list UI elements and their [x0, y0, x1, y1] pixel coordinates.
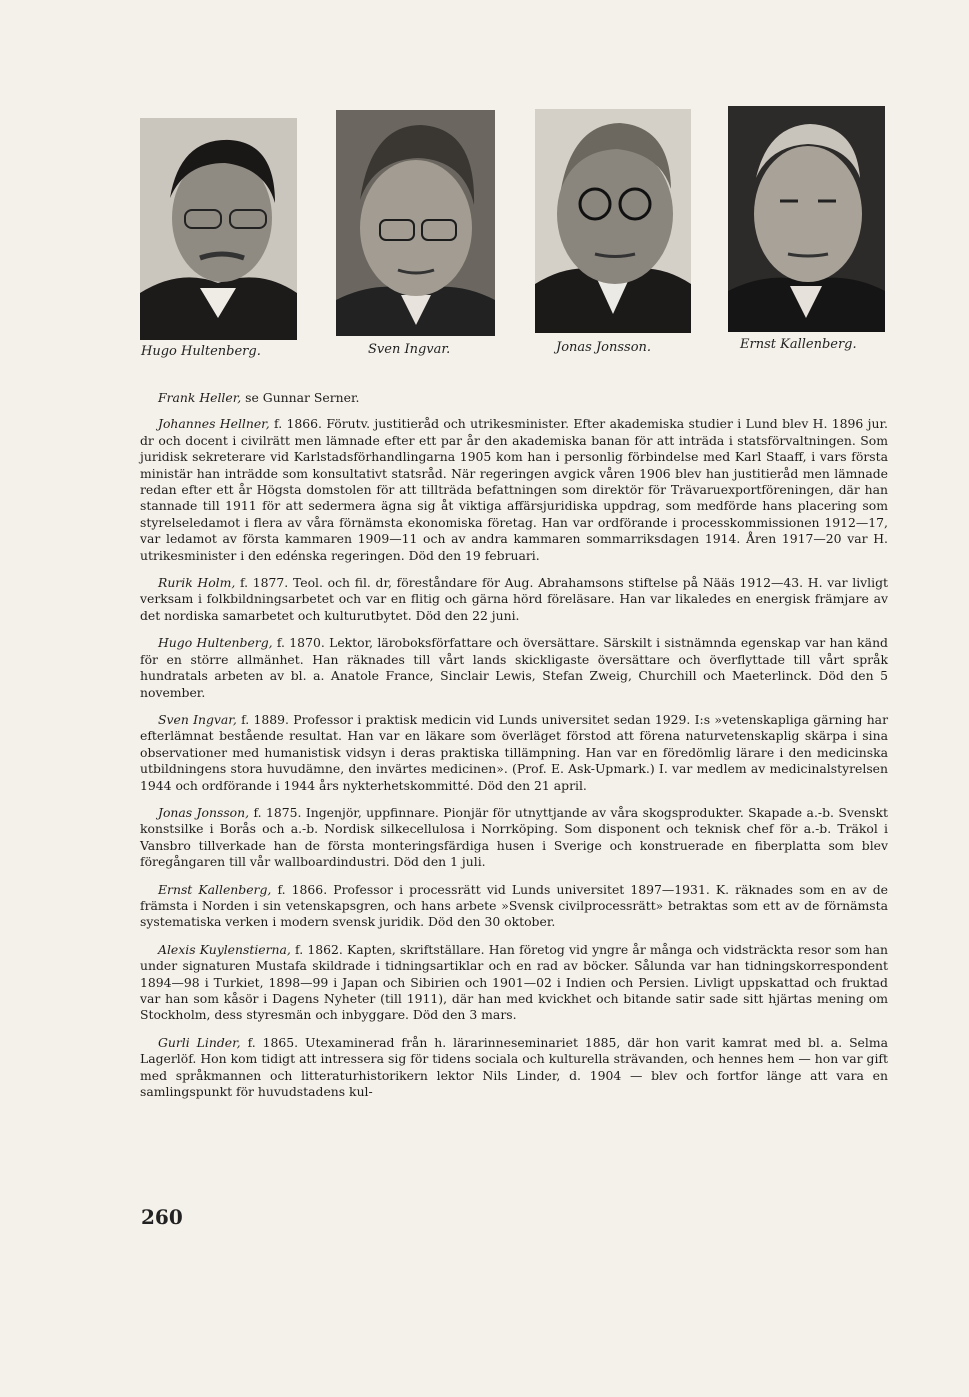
entry-name: Ernst Kallenberg,	[158, 881, 272, 897]
entry-name: Johannes Hellner,	[158, 416, 270, 432]
biography-entry	[140, 712, 888, 794]
entry-text: f. 1866. Professor i processrätt vid Lunds universitet 1897—1931. K. räknades som en av de främsta i Norden i sin vetenskapsgren, och hans arbete »Svensk civilprocessrätt» betraktas som ett av de förnämsta systematiska verken i modern svensk juridik. Död den 30 oktober.	[140, 881, 888, 930]
entry-text: f. 1875. Ingenjör, uppfinnare. Pionjär för utnyttjande av våra skogsprodukter. Skapade a.-b. Svenskt konstsilke i Borås och a.-b. Nordisk silkecellulosa i Norrköping. Som disponent och teknisk chef för a.-b. Träkol i Vansbro tillverkade han de första monteringsfärdiga husen i Sverige och konstruerade en fiberplatta som blev föregångaren till vår wallboardindustri. Död den 1 juli.	[140, 804, 888, 870]
entry-text: f. 1889. Professor i praktisk medicin vid Lunds universitet sedan 1929. I:s »vetenskapliga gärning har efterlämnat bestående resultat. Han var en läkare som överläget förstod att förena naturvetenskaplig skärpa i sina observationer med humanistisk vidsyn i deras praktiska tillämpning. Han var en föredömlig lärare i den medicinska utbildningens stora huvudämne, den invärtes medicinen». (Prof. E. Ask-Upmark.) I. var medlem av medicinalstyrelsen 1944 och ordförande i 1944 års nykterhetskommitté. Död den 21 april.	[140, 711, 888, 793]
entry-name: Frank Heller,	[158, 390, 242, 405]
portrait-caption-ingvar: Sven Ingvar.	[368, 342, 451, 357]
entry-text: f. 1866. Förutv. justitieråd och utrikesminister. Efter akademiska studier i Lund blev H. 1896 jur. dr och docent i civilrätt men lämnade efter ett par år den akademiska banan för att inträda i statsförvaltningen. Som juridisk sekreterare vid Karlstadsförhandlingarna 1905 kom han i personlig förbindelse med Karl Staaff, i vars första ministär han inträdde som konsultativt statsråd. När regeringen avgick våren 1906 blev han justitieråd men lämnade redan efter ett år Högsta domstolen för att tillträda befattningen som direktör för Trävaruexportföreningen, där han stannade till 1911 för att sedermera ägna sig åt viktiga affärsjuridiska uppdrag, som medförde hans placering som styrelseledamot i flera av våra förnämsta ekonomiska företag. Han var ordförande i processkommissionen 1912—17, var ledamot av första kammaren 1909—11 och av andra kammaren sommarriksdagen 1914. Åren 1917—20 var H. utrikesminister i den edénska regeringen. Död den 19 februari.	[140, 416, 888, 563]
entry-text: f. 1862. Kapten, skriftställare. Han företog vid yngre år många och vidsträckta resor som han under signaturen Mustafa skildrade i tidningsartiklar och en rad av böcker. Sålunda var han tidningskorrespondent 1894—98 i Turkiet, 1898—99 i Japan och Sibirien och 1901—02 i Indien och Persien. Livligt uppskattad och fruktad var han som kåsör i Dagens Nyheter (till 1911), där han med kvickhet och bitande satir sade sitt hjärtas mening om Stockholm, dess styresmän och inbyggare. Död den 3 mars.	[140, 941, 888, 1023]
portrait-photo-hultenberg	[140, 118, 297, 340]
entry-text: f. 1877. Teol. och fil. dr, föreståndare för Aug. Abrahamsons stiftelse på Nääs 1912—43. H. var livligt verksam i folkbildningsarbetet och var en flitig och gärna hörd föreläsare. Han var likaledes en energisk främjare av det nordiska samarbetet och kulturutbytet. Död den 22 juni.	[140, 575, 888, 623]
portrait-caption-jonsson: Jonas Jonsson.	[556, 340, 652, 355]
biography-entry	[140, 390, 888, 406]
portrait-photo-jonsson	[535, 109, 691, 333]
biography-entry	[140, 416, 888, 564]
biography-entry	[140, 942, 888, 1024]
page-number: 260	[141, 1205, 183, 1229]
entry-name: Sven Ingvar,	[158, 711, 237, 727]
biography-entry	[140, 882, 888, 931]
entry-text: f. 1870. Lektor, läroboksförfattare och översättare. Särskilt i sistnämnda egenskap var han känd för en större allmänhet. Han räknades till vårt lands skickligaste översättare och överflyttade till vårt språk hundratals arbeten av bl. a. Anatole France, Sinclair Lewis, Stefan Zweig, Churchill och Maeterlinck. Död den 5 november.	[140, 635, 888, 700]
portrait-photo-ingvar	[336, 110, 495, 336]
entry-text: f. 1865. Utexaminerad från h. lärarinneseminariet 1885, där hon varit kamrat med bl. a. Selma Lagerlöf. Hon kom tidigt att intressera sig för tidens sociala och kulturella strävanden, och hennes hem — hon var gift med språkmannen och litteraturhistorikern lektor Nils Linder, d. 1904 — blev och fortfor länge att vara en samlingspunkt för huvudstadens kul-	[140, 1034, 888, 1100]
portrait-caption-hultenberg: Hugo Hultenberg.	[141, 344, 261, 359]
biography-entry	[140, 1035, 888, 1101]
entry-name: Alexis Kuylenstierna,	[158, 941, 291, 957]
entry-text: se Gunnar Serner.	[241, 390, 360, 405]
biography-entry	[140, 575, 888, 624]
portrait-photo-icon	[140, 118, 297, 340]
entry-name: Gurli Linder,	[158, 1034, 241, 1050]
biography-text-column	[140, 390, 888, 1111]
portrait-caption-kallenberg: Ernst Kallenberg.	[740, 337, 857, 352]
entry-name: Jonas Jonsson,	[158, 804, 250, 820]
biography-entry	[140, 635, 888, 701]
portrait-photo-kallenberg	[728, 106, 885, 332]
entry-name: Rurik Holm,	[158, 575, 236, 591]
portrait-photo-icon	[728, 106, 885, 332]
portrait-photo-icon	[336, 110, 495, 336]
biography-entry	[140, 805, 888, 871]
portrait-photo-icon	[535, 109, 691, 333]
entry-name: Hugo Hultenberg,	[158, 635, 273, 651]
